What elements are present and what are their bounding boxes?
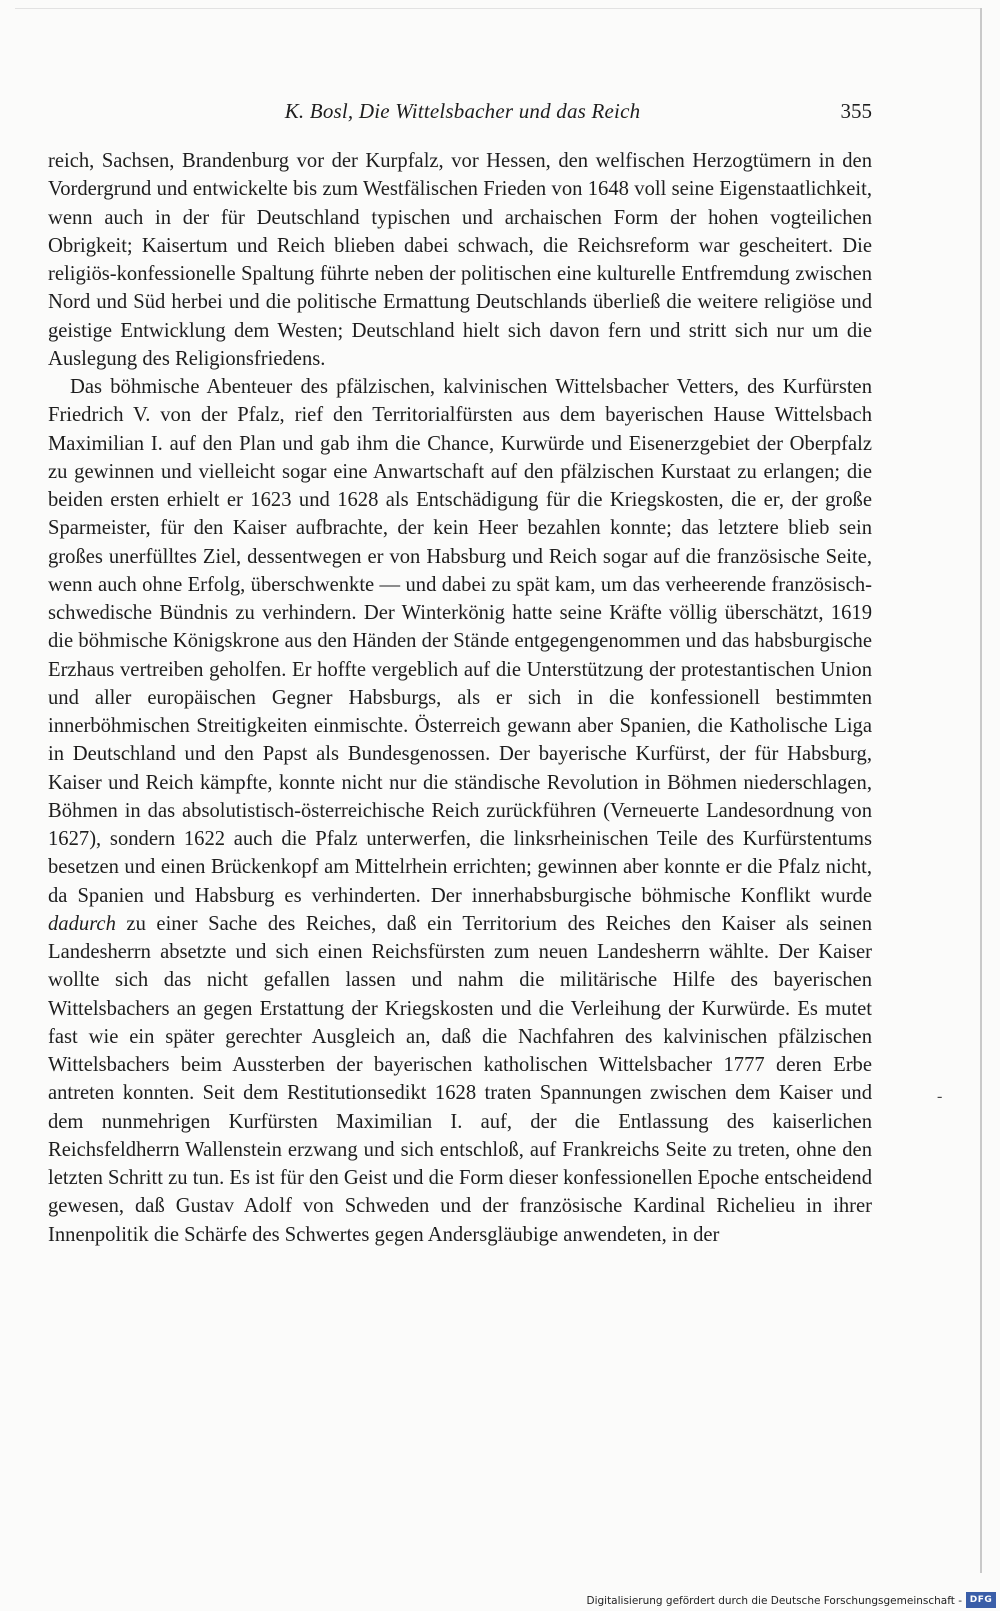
page-edge-right [980,8,982,1573]
page-number: 355 [840,99,872,123]
running-head [0,95,1000,129]
dfg-logo: DFG [966,1592,996,1608]
emphasis-dadurch: dadurch [48,912,116,935]
paragraph-2-part-1: Das böhmische Abenteuer des pfälzischen, kalvinischen Wittelsbacher Vetters, des Kurfürsten Friedrich V. von der Pfalz, rief den Territorialfürsten aus dem bayerischen Hause Wittelsbach Maximilian I. auf den Plan und gab ihm die Chance, Kurwürde und Eisenerzgebiet der Oberpfalz zu gewinnen und vielleicht sogar eine Anwartschaft auf den pfälzischen Kurstaat zu erlangen; die beiden ersten erhielt er 1623 und 1628 als Entschädigung für die Kriegskosten, die er, der große Sparmeister, für den Kaiser aufbrachte, der kein Heer bezahlen konnte; das letztere blieb sein großes unerfülltes Ziel, dessentwegen er von Habsburg und Reich sogar auf die französische Seite, wenn auch ohne Erfolg, überschwenkte — und dabei zu spät kam, um das verheerende französisch-schwedische Bündnis zu verhindern. Der Winterkönig hatte seine Kräfte völlig überschätzt, 1619 die böhmische Königskrone aus den Händen der Stände entgegengenommen und das habsburgische Erzhaus vertreiben geholfen. Er hoffte vergeblich auf die Unterstützung der protestantischen Union und aller europäischen Gegner Habsburgs, als er sich in die konfessionell bestimmten innerböhmischen Streitigkeiten einmischte. Österreich gewann aber Spanien, die Katholische Liga in Deutschland und den Papst als Bundesgenossen. Der bayerische Kurfürst, der für Habsburg, Kaiser und Reich kämpfte, konnte nicht nur die ständische Revolution in Böhmen niederschlagen, Böhmen in das absolutistisch-österreichische Reich zurückführen (Verneuerte Landesordnung von 1627), sondern 1622 auch die Pfalz unterwerfen, die linksrheinischen Teile des Kurfürstentums besetzen und einen Brückenkopf am Mittelrhein errichten; gewinnen aber konnte er die Pfalz nicht, da Spanien und Habsburg es verhinderten. Der innerhabsburgische böhmische Konflikt wurde [48,376,872,907]
footer [0,1585,1000,1611]
paragraph-2-part-2: zu einer Sache des Reiches, daß ein Territorium des Reiches den Kaiser als seinen Landesherrn absetzte und sich einen Reichsfürsten zum neuen Landesherrn wählte. Der Kaiser wollte sich das nicht gefallen lassen und nahm die militärische Hilfe des bayerischen Wittelsbachers an gegen Erstattung der Kriegskosten und die Verleihung der Kurwürde. Es mutet fast wie ein später gerechter Ausgleich an, daß die Nachfahren des kalvinischen pfälzischen Wittelsbachers beim Aussterben der bayerischen katholischen Wittelsbacher 1777 deren Erbe antreten konnten. Seit dem Restitutionsedikt 1628 traten Spannungen zwischen dem Kaiser und dem nunmehrigen Kurfürsten Maximilian I. auf, der die Entlassung des kaiserlichen Reichsfeldherrn Wallenstein erzwang und sich entschloß, auf Frankreichs Seite zu treten, ohne den letzten Schritt zu tun. Es ist für den Geist und die Form dieser konfessionellen Epoche entscheidend gewesen, daß Gustav Adolf von Schweden und der französische Kardinal Richelieu in ihrer Innenpolitik die Schärfe des Schwertes gegen Andersgläubige anwendeten, in der [48,912,872,1246]
paragraph-1: reich, Sachsen, Brandenburg vor der Kurpfalz, vor Hessen, den welfischen Herzogtümern in den Vordergrund und entwickelte bis zum Westfälischen Frieden von 1648 voll seine Eigenstaatlichkeit, wenn auch in der für Deutschland typischen und archaischen Form der hohen vogteilichen Obrigkeit; Kaisertum und Reich blieben dabei schwach, die Reichsreform war gescheitert. Die religiös-konfessionelle Spaltung führte neben der politischen eine kulturelle Entfremdung zwischen Nord und Süd herbei und die politische Ermattung Deutschlands überließ die weitere religiöse und geistige Entwicklung dem Westen; Deutschland hielt sich davon fern und stritt sich nur um die Auslegung des Religionsfriedens. [48,150,872,370]
running-title: K. Bosl, Die Wittelsbacher und das Reich [284,99,641,123]
digitization-notice: Digitalisierung gefördert durch die Deutsche Forschungsgemeinschaft - [586,1595,962,1607]
paragraph-2 [48,373,872,1249]
margin-mark: - [937,1088,943,1105]
page-edge-top [15,8,982,9]
body-text [48,147,872,1249]
